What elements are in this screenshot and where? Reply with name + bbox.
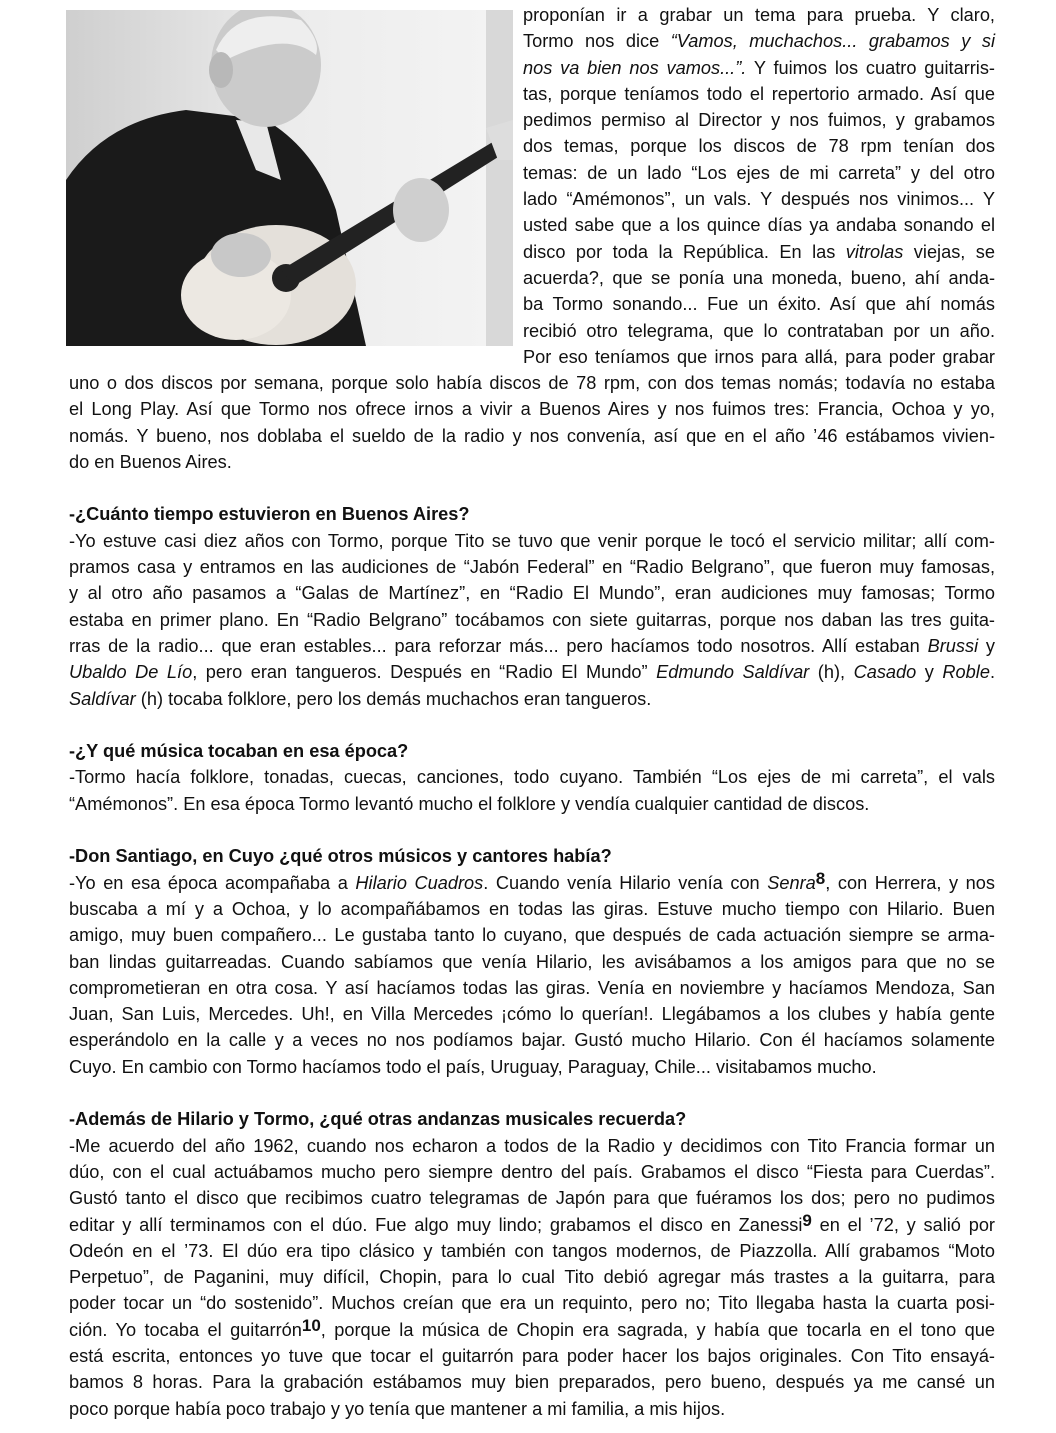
text-line	[69, 449, 995, 475]
text-line	[69, 686, 995, 712]
text-line	[523, 186, 995, 212]
text-line	[523, 239, 995, 265]
text-line	[69, 896, 995, 922]
text-run: -¿Y qué música tocaban en esa época?	[69, 741, 409, 762]
intro-column-text	[523, 2, 995, 370]
text-line	[69, 396, 995, 422]
italic-run: Roble	[942, 662, 990, 683]
text-line	[523, 133, 995, 159]
text-line	[523, 291, 995, 317]
text-line	[69, 764, 995, 790]
text-line	[69, 1027, 995, 1053]
text-line	[69, 1238, 995, 1264]
text-run: proponían ir a grabar un tema para prueba. Y claro,	[523, 5, 995, 25]
question-heading	[69, 843, 995, 869]
italic-run: Edmundo Saldívar	[656, 662, 810, 683]
text-run: -Yo estuve casi diez años con Tormo, porque Tito se tuvo que venir porque le tocó el servicio militar; allí com-	[69, 530, 995, 551]
text-line	[69, 1001, 995, 1027]
italic-run: nos va bien nos vamos...”.	[523, 57, 747, 78]
footnote-ref: 10	[301, 1315, 321, 1335]
text-run: Gustó tanto el disco que recibimos cuatro telegramas de Japón para que fuéramos los dos; pero no pudimos	[69, 1188, 995, 1209]
text-run: -¿Cuánto tiempo estuvieron en Buenos Aires?	[69, 504, 470, 525]
text-run: dos temas, porque los discos de 78 rpm tenían dos	[523, 136, 995, 157]
text-line	[69, 1343, 995, 1369]
italic-run: Senra	[767, 872, 816, 893]
text-run: está escrita, entonces yo tuve que tocar el guitarrón para poder hacer los bajos originales. Con Tito ensayá-	[69, 1345, 995, 1366]
text-run: editar y allí terminamos con el dúo. Fue algo muy lindo; grabamos el disco en Zanessi	[69, 1214, 803, 1235]
text-line	[69, 1054, 995, 1080]
text-line	[69, 975, 995, 1001]
text-run: temas: de un lado “Los ejes de mi carreta” y del otro	[523, 162, 995, 183]
text-run: dúo, con el cual actuábamos mucho pero siempre dentro del país. Grabamos el disco “Fiesta para Cuerdas”.	[69, 1161, 995, 1182]
text-run: -Yo en esa época acompañaba a	[69, 872, 356, 893]
text-line	[69, 1264, 995, 1290]
text-run: ción. Yo tocaba el guitarrón	[69, 1319, 302, 1340]
text-run: y	[916, 662, 943, 683]
text-line	[69, 1396, 995, 1422]
text-run: ban lindas guitarreadas. Cuando sabíamos que venía Hilario, les avisábamos a los amigos para que no se	[69, 951, 995, 972]
text-run: viejas, se	[903, 241, 995, 262]
text-line	[69, 1185, 995, 1211]
text-run: Perpetuo”, de Paganini, muy difícil, Chopin, para lo cual Tito debió agregar más trastes a la guitarra, para	[69, 1267, 995, 1288]
article-body	[69, 370, 995, 1422]
text-run: usted sabe que a los quince días ya andaba sonando el	[523, 215, 995, 236]
text-run: Odeón en el ’73. El dúo era tipo clásico y también con tangos modernos, de Piazzolla. Allí grabamos “Moto	[69, 1240, 995, 1261]
text-run: y	[978, 635, 995, 656]
text-line	[523, 318, 995, 344]
text-run: poder tocar un “do sostenido”. Muchos creían que era un requinto, pero no; Tito llegaba hasta la cuarta posi-	[69, 1293, 995, 1314]
italic-run: Brussi	[927, 635, 979, 656]
text-run: tas, porque teníamos todo el repertorio armado. Así que	[523, 83, 995, 104]
text-line	[523, 2, 995, 28]
text-line	[69, 659, 995, 685]
text-run: , con Herrera, y nos	[825, 872, 995, 893]
text-run: . Cuando venía Hilario venía con	[483, 872, 768, 893]
text-run: .	[989, 662, 996, 683]
spacer	[69, 1080, 995, 1106]
text-run: Tormo nos dice	[523, 31, 671, 52]
text-run: estaba en primer plano. En “Radio Belgrano” tocábamos con siete guitarras, porque nos daban las tres guita-	[69, 609, 995, 630]
text-line	[69, 1133, 995, 1159]
text-line	[69, 1212, 995, 1238]
question-heading	[69, 738, 995, 764]
text-run: pramos casa y entramos en las audiciones de “Jabón Federal” en “Radio Belgrano”, que fueron muy famosas,	[69, 557, 995, 578]
text-run: buscaba a mí y a Ochoa, y lo acompañábamos en todas las giras. Estuve mucho tiempo con Hilario. Buen	[69, 898, 995, 919]
text-line	[69, 1317, 995, 1343]
text-line	[69, 633, 995, 659]
question-heading	[69, 501, 995, 527]
spacer	[69, 475, 995, 501]
text-line	[523, 212, 995, 238]
text-line	[69, 528, 995, 554]
text-line	[523, 344, 995, 370]
text-line	[523, 55, 995, 81]
text-run: -Tormo hacía folklore, tonadas, cuecas, canciones, todo cuyano. También “Los ejes de mi carreta”, el vals	[69, 767, 995, 788]
text-line	[69, 1290, 995, 1316]
text-line	[69, 607, 995, 633]
italic-run: Casado	[853, 662, 917, 683]
text-run: do en Buenos Aires.	[69, 451, 232, 472]
text-run: bamos 8 horas. Para la grabación estábamos muy bien preparados, pero bueno, después ya me cansé un	[69, 1372, 995, 1393]
text-run: , pero eran tangueros. Después en “Radio El Mundo”	[192, 662, 657, 683]
text-run: Y fuimos los cuatro guitarris-	[746, 57, 995, 78]
text-line	[523, 107, 995, 133]
italic-run: Hilario Cuadros	[355, 872, 484, 893]
text-run: -Además de Hilario y Tormo, ¿qué otras andanzas musicales recuerda?	[69, 1109, 687, 1130]
text-run: poco porque había poco trabajo y yo tenía que mantener a mi familia, a mis hijos.	[69, 1398, 726, 1419]
text-run: disco por toda la República. En las	[523, 241, 846, 262]
text-run: (h) tocaba folklore, pero los demás muchachos eran tangueros.	[135, 688, 652, 709]
spacer	[69, 712, 995, 738]
italic-run: vitrolas	[845, 241, 904, 262]
text-line	[69, 1369, 995, 1395]
text-run: (h),	[809, 662, 854, 683]
text-line	[69, 580, 995, 606]
text-line	[69, 922, 995, 948]
text-line	[69, 791, 995, 817]
text-run: en el ’72, y salió por	[811, 1214, 995, 1235]
text-line	[69, 370, 995, 396]
italic-run: “Vamos, muchachos... grabamos y si	[670, 31, 995, 52]
text-run: -Me acuerdo del año 1962, cuando nos echaron a todos de la Radio y decidimos con Tito Francia formar un	[69, 1135, 995, 1156]
text-run: Por eso teníamos que irnos para allá, para poder grabar	[523, 346, 995, 367]
text-line	[69, 949, 995, 975]
text-run: pedimos permiso al Director y nos fuimos, y grabamos	[523, 110, 995, 131]
text-line	[523, 28, 995, 54]
text-run: esperándolo en la calle y a veces no nos podíamos bajar. Gustó mucho Hilario. Con él hacíamos solamente	[69, 1030, 995, 1051]
spacer	[69, 817, 995, 843]
italic-run: Ubaldo De Lío	[69, 662, 193, 683]
text-run: Cuyo. En cambio con Tormo hacíamos todo el país, Uruguay, Paraguay, Chile... visitabamos mucho.	[69, 1056, 877, 1077]
text-line	[523, 265, 995, 291]
text-run: y al otro año pasamos a “Galas de Martínez”, en “Radio El Mundo”, eran audiciones muy famosas; Tormo	[69, 583, 995, 604]
text-line	[523, 160, 995, 186]
italic-run: Saldívar	[69, 688, 136, 709]
text-line	[69, 554, 995, 580]
text-line	[69, 1159, 995, 1185]
text-run: comprometieran en otra cosa. Y así hacíamos todas las giras. Venía en noviembre y hacíamos Mendoza, San	[69, 977, 995, 998]
text-run: lado “Amémonos”, un vals. Y después nos vinimos... Y	[523, 189, 995, 210]
text-run: ba Tormo sonando... Fue un éxito. Así que ahí nomás	[523, 294, 995, 315]
text-run: nomás. Y bueno, nos doblaba el sueldo de la radio y nos convenía, así que en el año ’46 estábamos vivien-	[69, 425, 995, 446]
footnote-ref: 8	[815, 868, 826, 888]
text-run: amigo, muy buen compañero... Le gustaba tanto lo cuyano, que después de cada actuación siempre se arma-	[69, 925, 995, 946]
text-run: uno o dos discos por semana, porque solo había discos de 78 rpm, con dos temas nomás; todavía no estaba	[69, 373, 995, 393]
text-run: Juan, San Luis, Mercedes. Uh!, en Villa Mercedes ¡cómo lo querían!. Llegábamos a los clubes y había gente	[69, 1004, 995, 1025]
text-line	[69, 870, 995, 896]
text-run: recibió otro telegrama, que lo contrataban por un año.	[523, 320, 995, 341]
text-line	[69, 423, 995, 449]
text-run: , porque la música de Chopin era sagrada, y había que tocarla en el tono que	[320, 1319, 995, 1340]
text-line	[523, 81, 995, 107]
question-heading	[69, 1106, 995, 1132]
text-run: rras de la radio... que eran estables... para reforzar más... pero hacíamos todo nosotros. Allí estaban	[69, 635, 928, 656]
text-run: “Amémonos”. En esa época Tormo levantó mucho el folklore y vendía cualquier cantidad de discos.	[69, 793, 870, 814]
text-run: el Long Play. Así que Tormo nos ofrece irnos a vivir a Buenos Aires y nos fuimos tres: Francia, Ochoa y yo,	[69, 399, 995, 420]
text-run: -Don Santiago, en Cuyo ¿qué otros músicos y cantores había?	[69, 846, 612, 867]
guitarist-photo	[66, 10, 513, 346]
footnote-ref: 9	[802, 1210, 812, 1230]
text-run: acuerda?, que se ponía una moneda, bueno, ahí anda-	[523, 267, 995, 288]
